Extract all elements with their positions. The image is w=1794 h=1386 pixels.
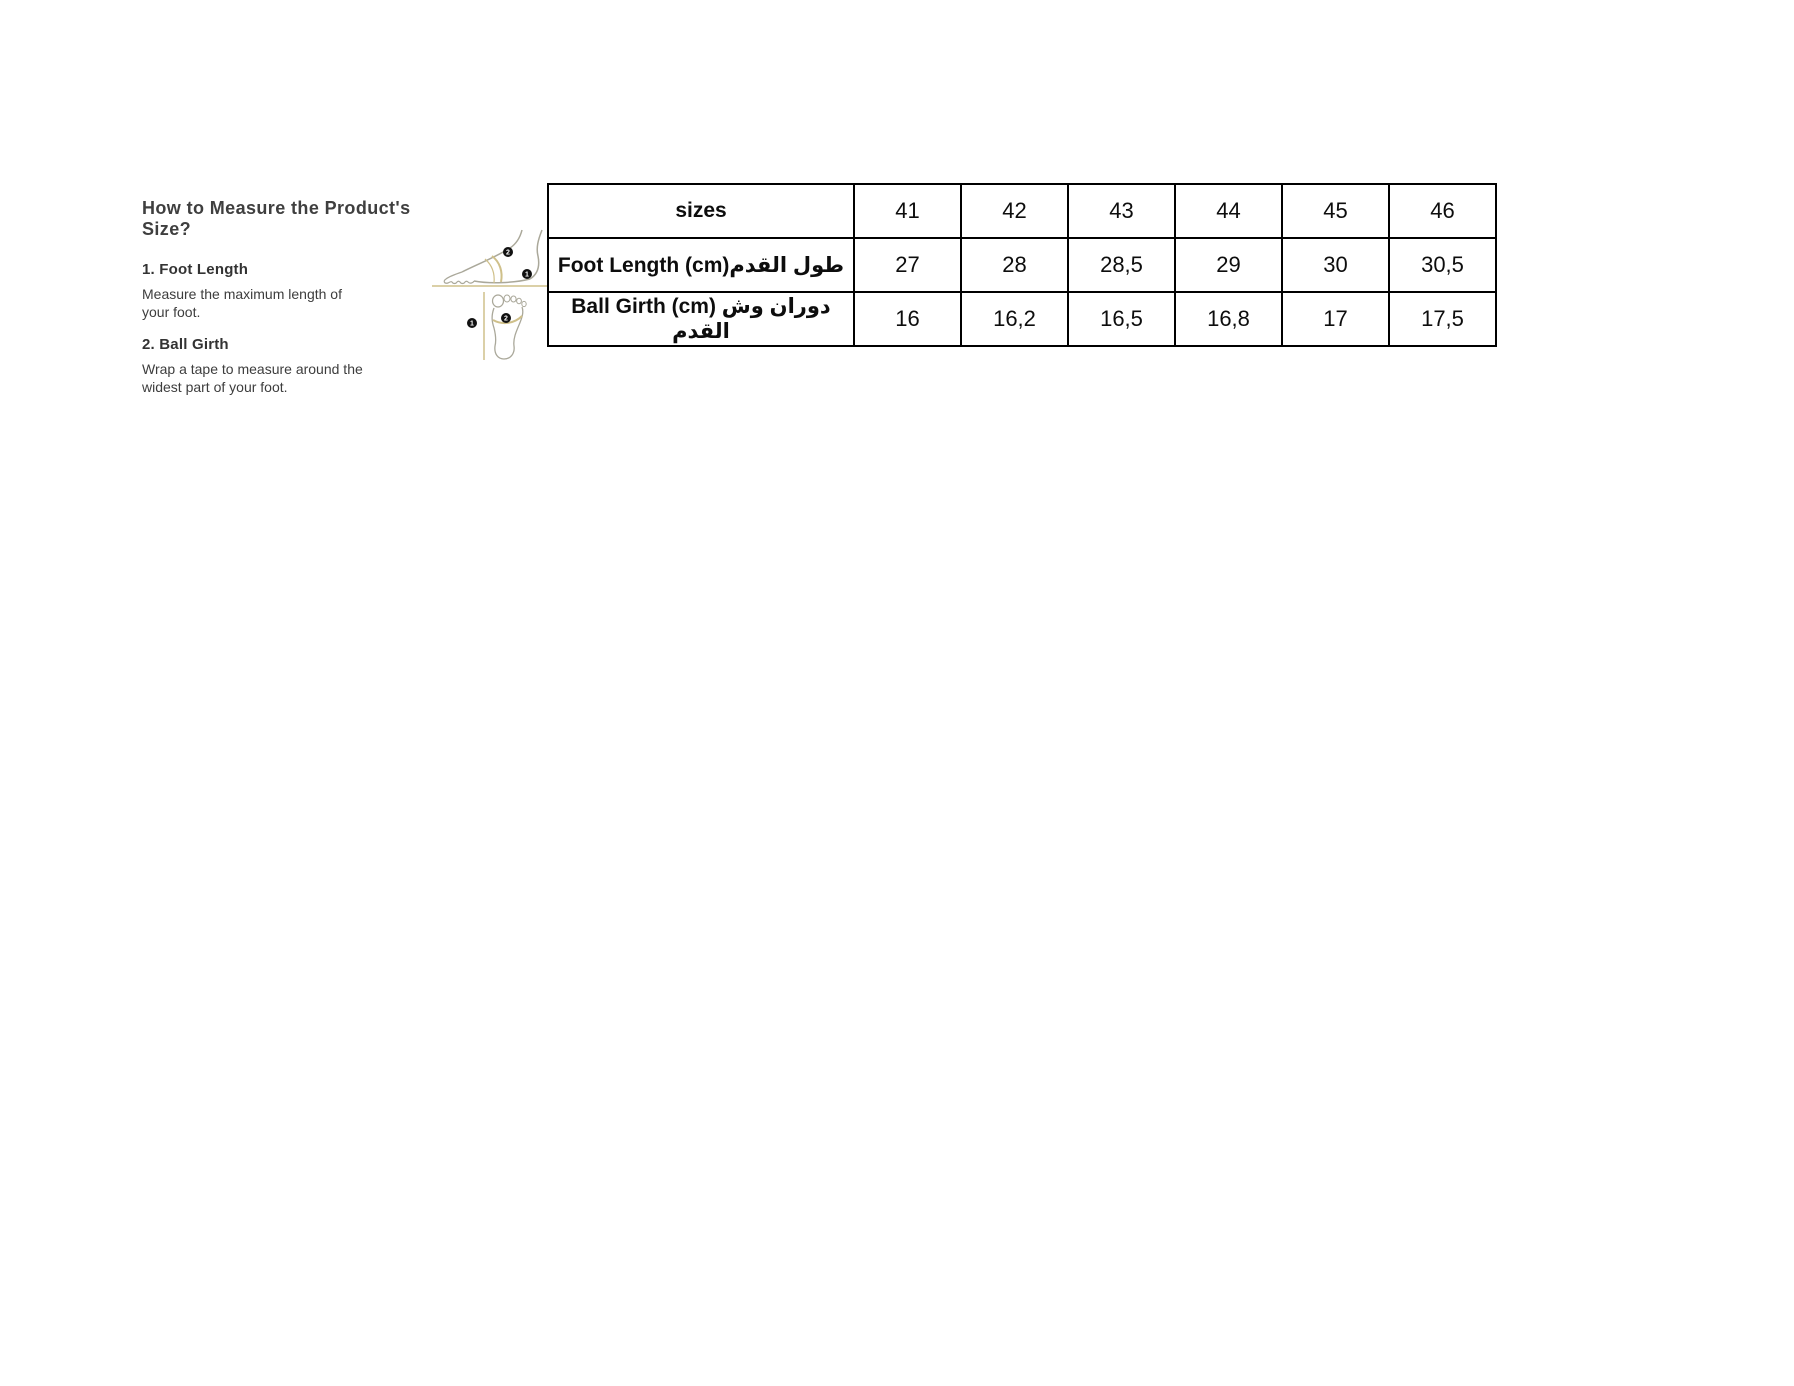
size-cell: 42 xyxy=(961,184,1068,238)
step-foot-length-heading: 1. Foot Length xyxy=(142,261,249,278)
step-ball-girth-heading: 2. Ball Girth xyxy=(142,336,229,353)
footprint-toe xyxy=(517,298,522,304)
ball-girth-tape-front xyxy=(492,256,502,282)
foot-length-value: 27 xyxy=(854,238,961,292)
foot-length-row xyxy=(548,238,1496,292)
step-foot-length-description: Measure the maximum length of your foot. xyxy=(142,286,342,320)
foot-length-value: 30 xyxy=(1282,238,1389,292)
ball-girth-row xyxy=(548,292,1496,346)
size-cell: 43 xyxy=(1068,184,1175,238)
ball-girth-label-cell: Ball Girth (cm) دوران وش القدم xyxy=(548,292,854,346)
step-ball-girth-description: Wrap a tape to measure around the widest part of your foot. xyxy=(142,361,363,395)
ball-girth-value: 16,8 xyxy=(1175,292,1282,346)
svg-text:1: 1 xyxy=(470,320,474,328)
size-cell: 46 xyxy=(1389,184,1496,238)
foot-length-value: 28 xyxy=(961,238,1068,292)
ball-girth-value: 17 xyxy=(1282,292,1389,346)
instructions-title: How to Measure the Product's Size? xyxy=(142,198,411,239)
marker-ball-girth-icon xyxy=(503,247,513,257)
marker-foot-length-icon xyxy=(467,318,477,328)
svg-text:1: 1 xyxy=(525,271,529,279)
size-cell: 44 xyxy=(1175,184,1282,238)
size-cell: 41 xyxy=(854,184,961,238)
footprint-toe xyxy=(504,295,510,302)
ball-girth-value: 16,2 xyxy=(961,292,1068,346)
ball-girth-value: 16 xyxy=(854,292,961,346)
ball-girth-value: 16,5 xyxy=(1068,292,1175,346)
ball-girth-tape-back xyxy=(485,259,494,283)
foot-length-value: 29 xyxy=(1175,238,1282,292)
svg-text:2: 2 xyxy=(506,249,510,257)
footprint-big-toe xyxy=(493,295,504,307)
ball-girth-value: 17,5 xyxy=(1389,292,1496,346)
size-cell: 45 xyxy=(1282,184,1389,238)
step-ball-girth xyxy=(142,336,452,396)
foot-length-label-cell: Foot Length (cm)طول القدم xyxy=(548,238,854,292)
size-table xyxy=(547,183,1497,347)
marker-ball-girth-icon xyxy=(501,313,511,323)
svg-text:2: 2 xyxy=(504,315,508,323)
foot-length-value: 30,5 xyxy=(1389,238,1496,292)
measure-instructions xyxy=(142,198,452,411)
footprint-illustration xyxy=(458,290,538,362)
step-foot-length xyxy=(142,261,452,321)
foot-toes-outline xyxy=(444,272,474,284)
foot-instep-outline xyxy=(462,230,522,272)
size-table-header-row xyxy=(548,184,1496,238)
marker-foot-length-icon xyxy=(522,269,532,279)
footprint-toe xyxy=(511,296,516,302)
foot-side-view-illustration xyxy=(430,228,560,294)
foot-length-value: 28,5 xyxy=(1068,238,1175,292)
foot-heel-outline xyxy=(530,230,542,279)
sizes-header-cell: sizes xyxy=(548,184,854,238)
footprint-toe xyxy=(522,301,526,306)
